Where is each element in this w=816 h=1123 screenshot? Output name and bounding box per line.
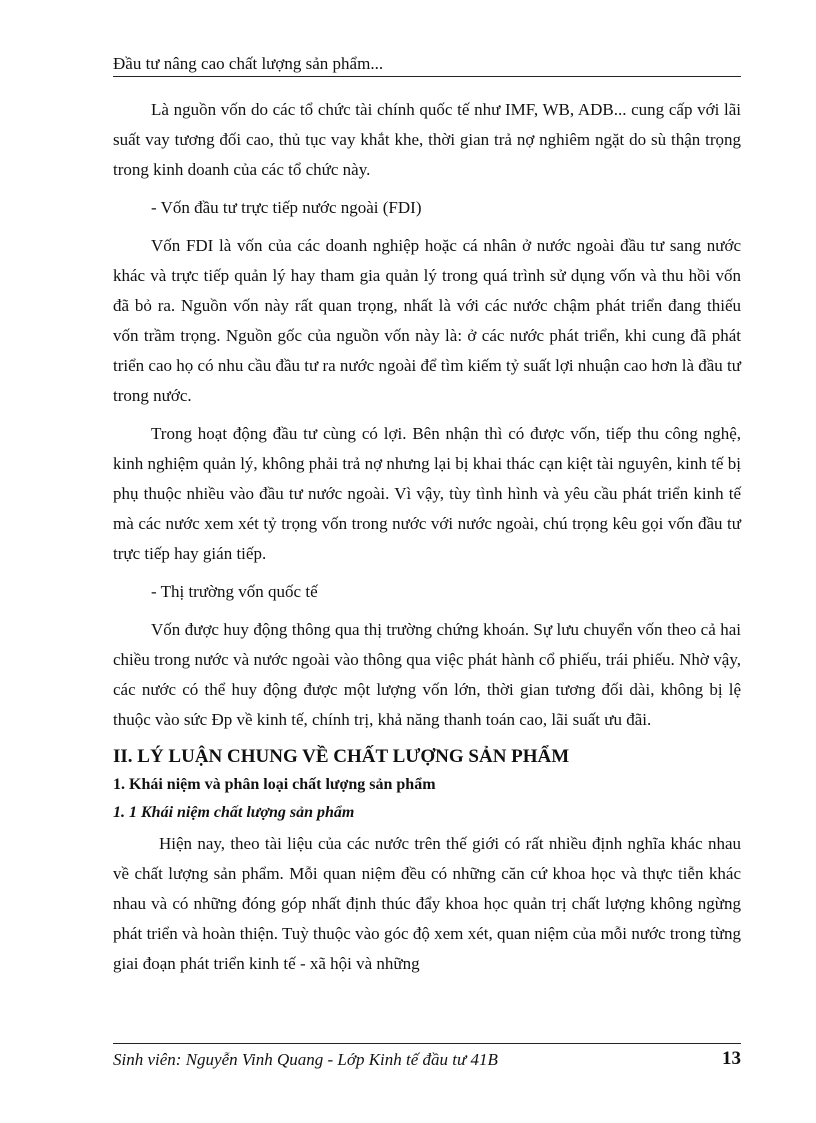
page-header xyxy=(113,52,741,77)
page-number: 13 xyxy=(722,1048,741,1069)
page-footer xyxy=(113,1043,741,1080)
footer-author: Sinh viên: Nguyễn Vinh Quang - Lớp Kinh tế đầu tư 41B xyxy=(113,1050,498,1069)
subsubsection-heading: 1. 1 Khái niệm chất lượng sản phẩm xyxy=(113,804,355,821)
section-heading: II. LÝ LUẬN CHUNG VỀ CHẤT LƯỢNG SẢN PHẨM xyxy=(113,746,570,767)
paragraph-3: Trong hoạt động đầu tư cùng có lợi. Bên nhận thì có được vốn, tiếp thu công nghệ, kinh nghiệm quản lý, không phải trả nợ nhưng lại bị khai thác cạn kiệt tài nguyên, kinh tế bị phụ thuộc nhiều vào đầu tư nước ngoài. Vì vậy, tùy tình hình và yêu cầu phát triển kinh tế mà các nước xem xét tỷ trọng vốn trong nước với nước ngoài, chú trọng kêu gọi vốn đầu tư trực tiếp hay gián tiếp. xyxy=(113,424,741,563)
header-title: Đầu tư nâng cao chất lượng sản phẩm... xyxy=(113,54,384,73)
paragraph-4: Vốn được huy động thông qua thị trường chứng khoán. Sự lưu chuyển vốn theo cả hai chiều trong nước và nước ngoài vào thông qua việc phát hành cổ phiếu, trái phiếu. Nhờ vậy, các nước có thể huy động được một lượng vốn lớn, thời gian tương đối dài, không bị lệ thuộc vào sức Đp về kinh tế, chính trị, khả năng thanh toán cao, lãi suất ưu đãi. xyxy=(113,620,741,729)
bullet-fdi: - Vốn đầu tư trực tiếp nước ngoài (FDI) xyxy=(151,198,422,217)
paragraph-1: Là nguồn vốn do các tổ chức tài chính quốc tế như IMF, WB, ADB... cung cấp với lãi suất vay tương đối cao, thủ tục vay khắt khe, thời gian trả nợ nghiêm ngặt do sù thận trọng trong kinh doanh của các tổ chức này. xyxy=(113,100,741,179)
paragraph-5: Hiện nay, theo tài liệu của các nước trên thế giới có rất nhiều định nghĩa khác nhau về chất lượng sản phẩm. Mỗi quan niệm đều có những căn cứ khoa học và thực tiễn khác nhau và có những đóng góp nhất định thúc đẩy khoa học quản trị chất lượng không ngừng phát triển và hoàn thiện. Tuỳ thuộc vào góc độ xem xét, quan niệm của mỗi nước trong từng giai đoạn phát triển kinh tế - xã hội và những xyxy=(113,834,741,973)
subsection-heading: 1. Khái niệm và phân loại chất lượng sản phẩm xyxy=(113,776,436,793)
paragraph-2: Vốn FDI là vốn của các doanh nghiệp hoặc cá nhân ở nước ngoài đầu tư sang nước khác và trực tiếp quản lý hay tham gia quản lý trong quá trình sử dụng vốn và thu hồi vốn đã bỏ ra. Nguồn vốn này rất quan trọng, nhất là với các nước chậm phát triển đang thiếu vốn trầm trọng. Nguồn gốc của nguồn vốn này là: ở các nước phát triển, khi cung đã phát triển cao họ có nhu cầu đầu tư ra nước ngoài để tìm kiếm tỷ suất lợi nhuận cao hơn là đầu tư trong nước. xyxy=(113,236,741,405)
bullet-capital-market: - Thị trường vốn quốc tế xyxy=(151,582,318,601)
document-body xyxy=(113,95,741,979)
